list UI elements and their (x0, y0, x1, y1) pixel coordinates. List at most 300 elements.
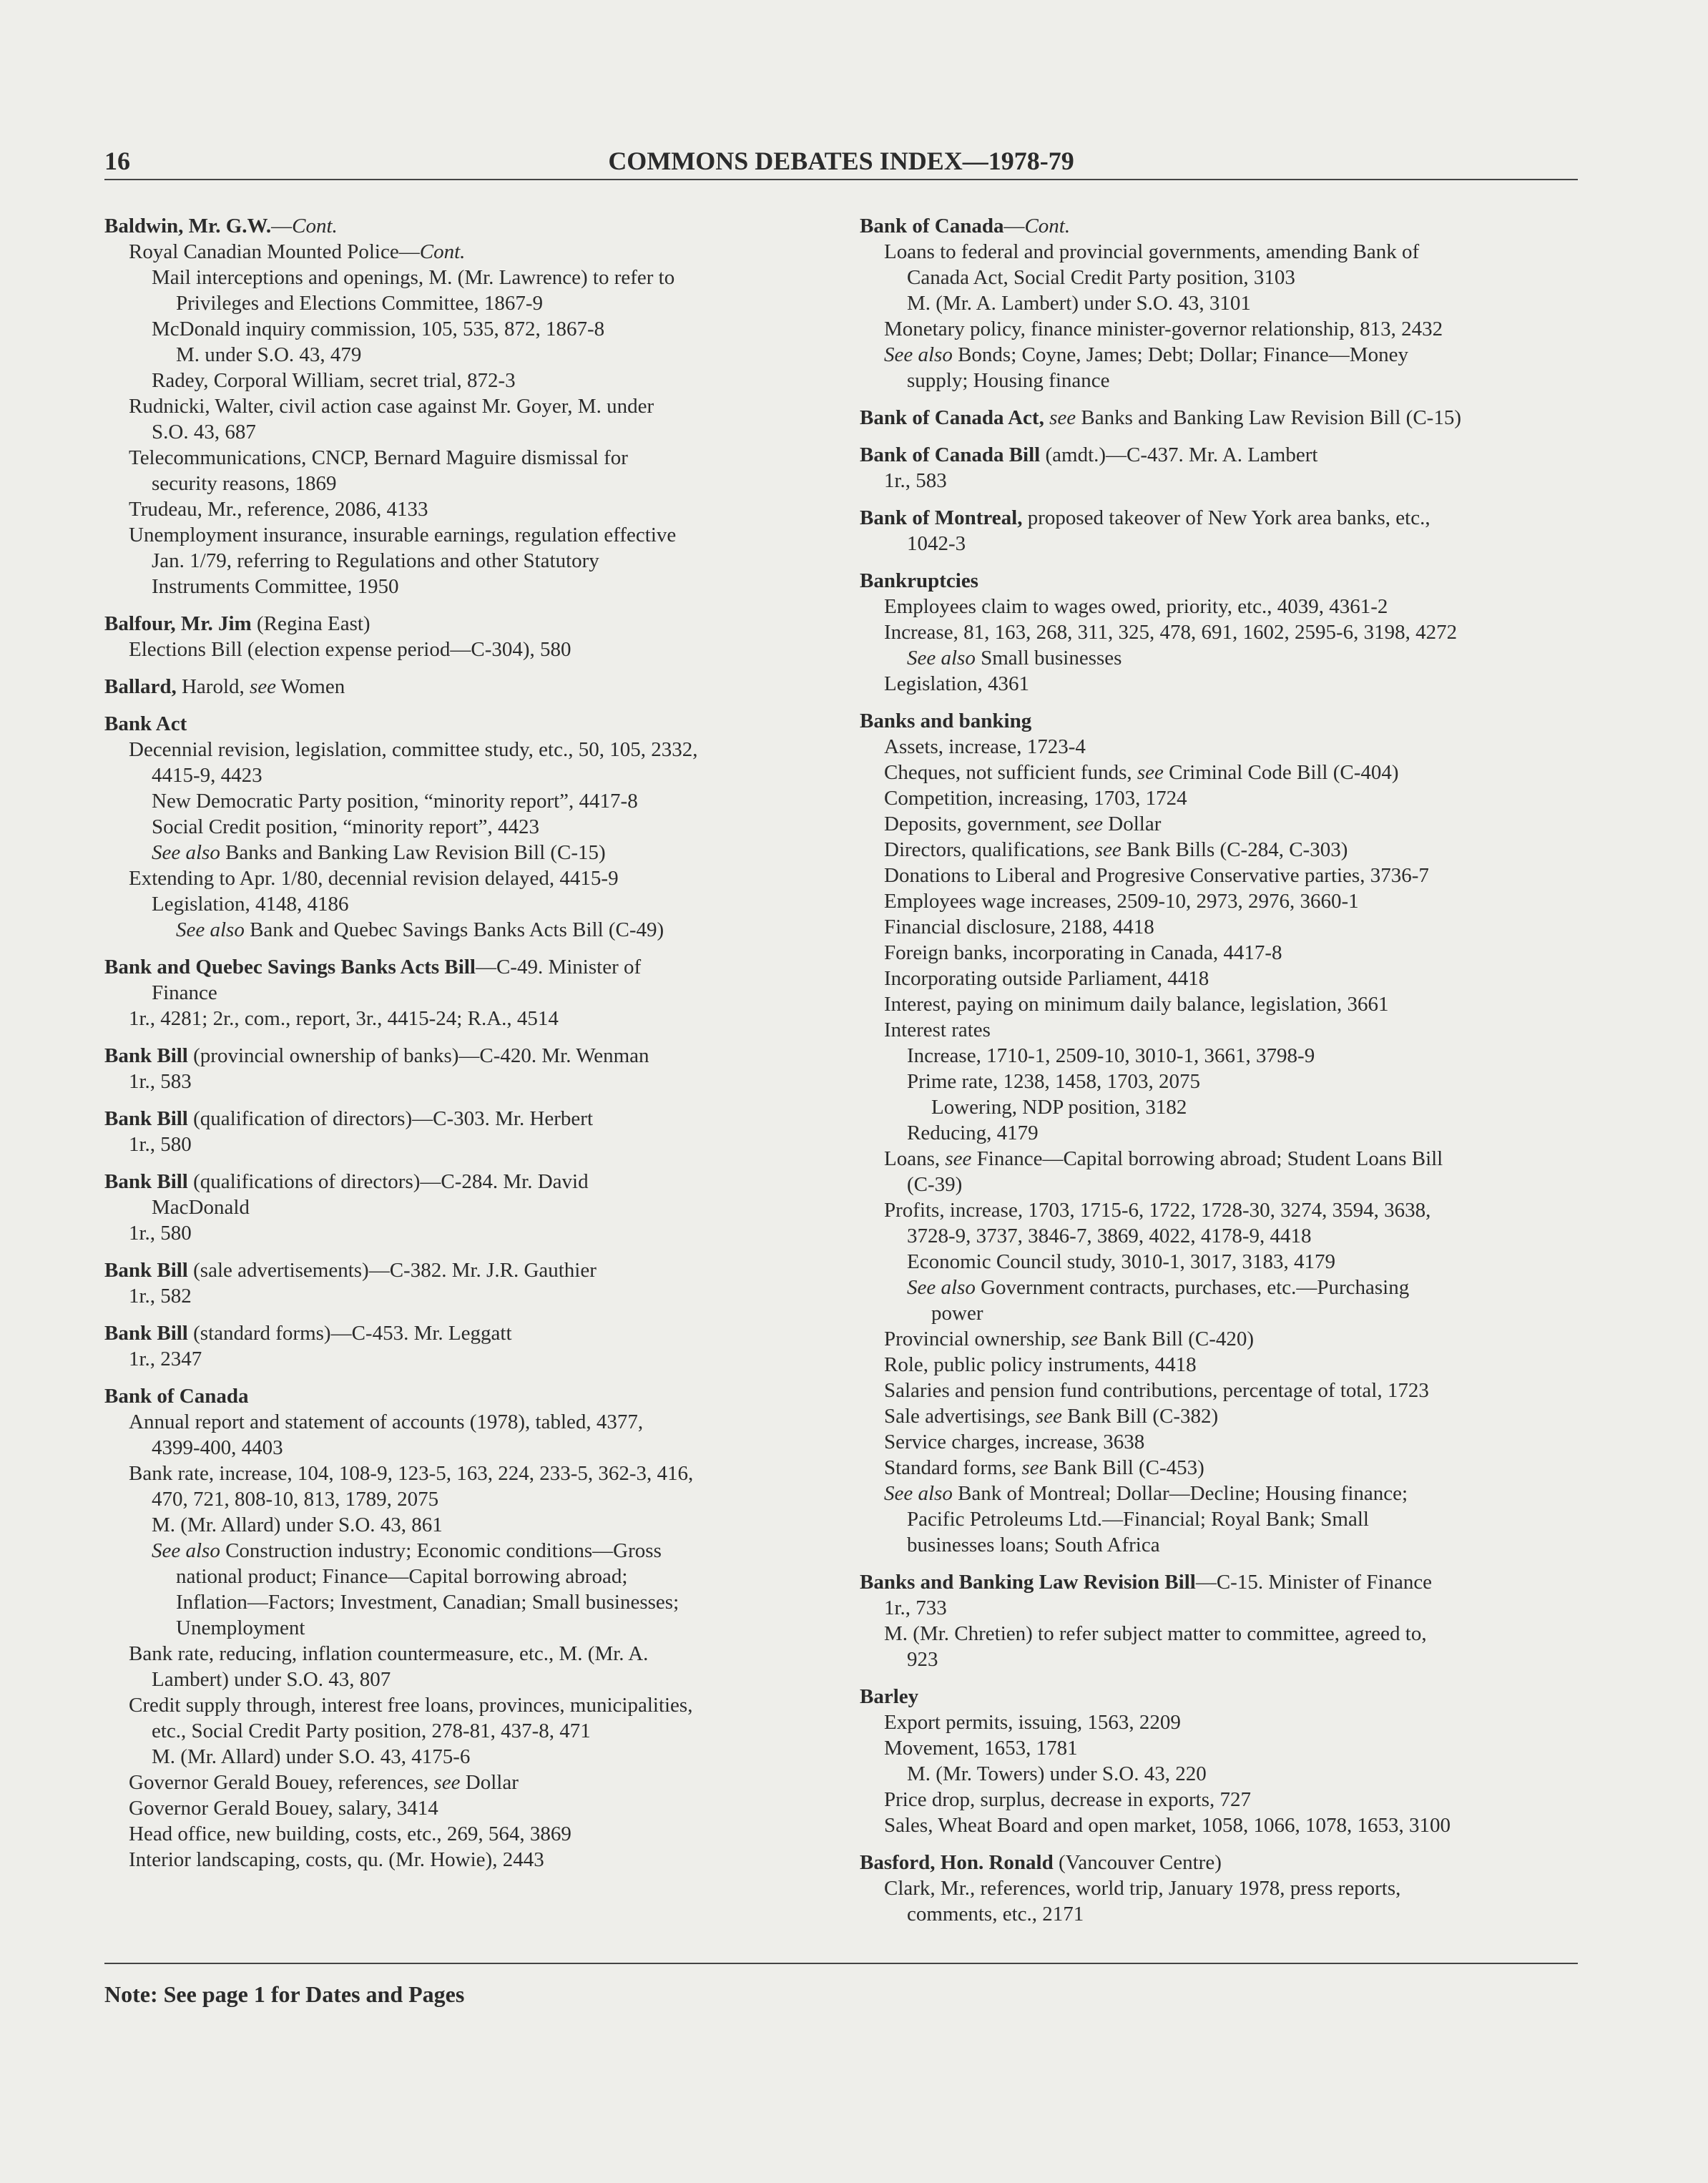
entry-text: 4415-9, 4423 (152, 764, 262, 787)
entry-text: power (931, 1302, 983, 1325)
entry-subline (860, 811, 1568, 837)
entry-subline (860, 1812, 1568, 1838)
entry-text: Bonds; Coyne, James; Debt; Dollar; Finance—Money (952, 343, 1408, 366)
entry-subline (860, 1595, 1568, 1621)
italic-ref: see (1137, 761, 1164, 784)
entry-text: (Vancouver Centre) (1053, 1851, 1222, 1874)
entry-subline (860, 1481, 1568, 1506)
entry-text: Deposits, government, (884, 813, 1077, 835)
entry-text: Cheques, not sufficient funds, (884, 761, 1137, 784)
entry-text: Bank Bill (C-382) (1061, 1405, 1219, 1428)
entry-subline (860, 1223, 1568, 1249)
page-number: 16 (104, 147, 130, 175)
italic-ref: Cont. (1024, 215, 1071, 237)
entry-subline (860, 888, 1568, 914)
entry-subline (104, 1718, 813, 1744)
italic-ref: see (1049, 406, 1076, 429)
entry-text: Foreign banks, incorporating in Canada, 4417-8 (884, 941, 1282, 964)
entry-text: 1r., 4281; 2r., com., report, 3r., 4415-24; R.A., 4514 (129, 1007, 559, 1030)
entry-subline (104, 1847, 813, 1873)
entry-text: Extending to Apr. 1/80, decennial revision delayed, 4415-9 (129, 867, 619, 890)
entry-subline (860, 1069, 1568, 1094)
entry-text: Directors, qualifications, (884, 838, 1095, 861)
index-entry (104, 1169, 813, 1246)
entry-subline (104, 1220, 813, 1246)
entry-subline (860, 1901, 1568, 1927)
entry-text: Provincial ownership, (884, 1328, 1071, 1350)
entry-text: —C-15. Minister of Finance (1195, 1571, 1433, 1594)
index-entry (860, 568, 1568, 697)
entry-text: 1r., 583 (884, 469, 947, 492)
entry-heading (860, 213, 1568, 239)
entry-subline (860, 645, 1568, 671)
italic-ref: See also (176, 918, 245, 941)
entry-heading (104, 213, 813, 239)
entry-subline (104, 316, 813, 342)
entry-subline (860, 1275, 1568, 1300)
italic-ref: See also (152, 1539, 220, 1562)
entry-text: (C-39) (907, 1173, 963, 1196)
entry-text: Prime rate, 1238, 1458, 1703, 2075 (907, 1070, 1200, 1093)
heading-term: Banks and banking (860, 710, 1032, 732)
index-entry (860, 442, 1568, 494)
italic-ref: Cont. (292, 215, 338, 237)
entry-text: 1r., 583 (129, 1070, 192, 1093)
entry-text: supply; Housing finance (907, 369, 1110, 392)
entry-text: Banks and Banking Law Revision Bill (C-15) (220, 841, 606, 864)
entry-text: Role, public policy instruments, 4418 (884, 1353, 1197, 1376)
entry-text: S.O. 43, 687 (152, 421, 256, 443)
entry-text: Bank of Montreal; Dollar—Decline; Housing finance; (952, 1482, 1408, 1505)
entry-text: Reducing, 4179 (907, 1122, 1039, 1144)
entry-subline (104, 1564, 813, 1589)
entry-text: Assets, increase, 1723-4 (884, 735, 1086, 758)
entry-heading (104, 1257, 813, 1283)
entry-subline (860, 468, 1568, 494)
entry-subline (860, 1506, 1568, 1532)
entry-text: Credit supply through, interest free loans, provinces, municipalities, (129, 1694, 693, 1717)
entry-heading (860, 405, 1568, 431)
entry-text: Head office, new building, costs, etc., 269, 564, 3869 (129, 1823, 571, 1845)
entry-text: Increase, 1710-1, 2509-10, 3010-1, 3661, 3798-9 (907, 1044, 1315, 1067)
entry-subline (104, 419, 813, 445)
entry-text: Decennial revision, legislation, committee study, etc., 50, 105, 2332, (129, 738, 698, 761)
entry-text: Employees wage increases, 2509-10, 2973, 2976, 3660-1 (884, 890, 1359, 913)
entry-heading (104, 1320, 813, 1346)
entry-text: M. (Mr. Allard) under S.O. 43, 861 (152, 1514, 443, 1536)
entry-heading (860, 1569, 1568, 1595)
entry-text: Canada Act, Social Credit Party position, 3103 (907, 266, 1295, 289)
page-header (104, 143, 1578, 179)
entry-text: Finance—Capital borrowing abroad; Student Loans Bill (971, 1147, 1443, 1170)
heading-term: Bank Bill (104, 1107, 188, 1130)
entry-subline (104, 574, 813, 599)
entry-subline (860, 594, 1568, 619)
entry-text: Construction industry; Economic conditions—Gross (220, 1539, 662, 1562)
entry-subline (104, 1589, 813, 1615)
entry-text: Privileges and Elections Committee, 1867-9 (176, 292, 544, 315)
entry-text: Elections Bill (election expense period—C-304), 580 (129, 638, 571, 661)
entry-heading (860, 505, 1568, 531)
heading-term: Baldwin, Mr. G.W. (104, 215, 272, 237)
italic-ref: See also (884, 343, 953, 366)
heading-term: Bank Act (104, 712, 187, 735)
entry-text: 1r., 2347 (129, 1348, 202, 1370)
entry-subline (104, 865, 813, 891)
entry-text: Lowering, NDP position, 3182 (931, 1096, 1187, 1119)
index-entry (104, 1043, 813, 1094)
entry-subline (860, 1455, 1568, 1481)
entry-subline (104, 1538, 813, 1564)
index-entry (860, 213, 1568, 393)
entry-subline (104, 1132, 813, 1157)
entry-subline (860, 1017, 1568, 1043)
entry-subline (860, 734, 1568, 760)
entry-subline (860, 671, 1568, 697)
entry-subline (104, 239, 813, 265)
italic-ref: see (1021, 1456, 1049, 1479)
entry-text: Service charges, increase, 3638 (884, 1431, 1145, 1453)
entry-text: (standard forms)—C-453. Mr. Leggatt (187, 1322, 512, 1345)
entry-text: — (271, 215, 293, 237)
entry-subline (860, 1197, 1568, 1223)
index-entry (860, 1850, 1568, 1927)
index-column-left (104, 213, 813, 1884)
entry-text: M. (Mr. A. Lambert) under S.O. 43, 3101 (907, 292, 1251, 315)
entry-subline (104, 445, 813, 471)
entry-text: —C-49. Minister of (475, 956, 642, 978)
entry-subline (860, 1146, 1568, 1172)
entry-text: M. (Mr. Allard) under S.O. 43, 4175-6 (152, 1745, 471, 1768)
entry-subline (104, 1435, 813, 1461)
entry-text: Sales, Wheat Board and open market, 1058, 1066, 1078, 1653, 3100 (884, 1814, 1451, 1837)
entry-subline (104, 1692, 813, 1718)
heading-term: Bank Bill (104, 1259, 188, 1282)
index-entry (860, 405, 1568, 431)
entry-text: Unemployment (176, 1617, 305, 1639)
entry-text: Mail interceptions and openings, M. (Mr. Lawrence) to refer to (152, 266, 675, 289)
entry-text: national product; Finance—Capital borrowing abroad; (176, 1565, 628, 1588)
entry-subline (104, 1795, 813, 1821)
entry-text: (Regina East) (251, 612, 370, 635)
italic-ref: see (1076, 813, 1104, 835)
entry-subline (104, 368, 813, 393)
entry-text: Inflation—Factors; Investment, Canadian; Small businesses; (176, 1591, 679, 1614)
entry-text: Criminal Code Bill (C-404) (1163, 761, 1399, 784)
entry-text: Profits, increase, 1703, 1715-6, 1722, 1728-30, 3274, 3594, 3638, (884, 1199, 1431, 1222)
entry-subline (104, 788, 813, 814)
entry-text: Legislation, 4148, 4186 (152, 893, 349, 916)
entry-text: businesses loans; South Africa (907, 1534, 1160, 1556)
entry-text: Employees claim to wages owed, priority, etc., 4039, 4361-2 (884, 595, 1388, 618)
entry-text: Price drop, surplus, decrease in exports, 727 (884, 1788, 1252, 1811)
entry-subline (860, 1875, 1568, 1901)
index-entry (104, 1257, 813, 1309)
entry-heading (860, 708, 1568, 734)
entry-subline (104, 548, 813, 574)
entry-subline (860, 531, 1568, 556)
italic-ref: see (945, 1147, 972, 1170)
entry-subline (104, 814, 813, 840)
entry-subline (104, 1667, 813, 1692)
entry-subline (104, 1512, 813, 1538)
entry-text: Economic Council study, 3010-1, 3017, 3183, 4179 (907, 1250, 1336, 1273)
entry-subline (860, 1120, 1568, 1146)
entry-subline (104, 1744, 813, 1770)
index-entry (104, 611, 813, 662)
entry-text: Governor Gerald Bouey, references, (129, 1771, 434, 1794)
italic-ref: see (433, 1771, 461, 1794)
entry-subline (104, 1770, 813, 1795)
entry-subline (860, 342, 1568, 368)
entry-subline (104, 1615, 813, 1641)
entry-subline (104, 471, 813, 496)
entry-text: Interior landscaping, costs, qu. (Mr. Howie), 2443 (129, 1848, 544, 1871)
heading-term: Balfour, Mr. Jim (104, 612, 252, 635)
entry-text: Loans to federal and provincial governments, amending Bank of (884, 240, 1420, 263)
entry-subline (104, 522, 813, 548)
footer-rule (104, 1963, 1578, 1964)
entry-subline (104, 1006, 813, 1031)
entry-heading (860, 1684, 1568, 1709)
entry-text: Bank and Quebec Savings Banks Acts Bill (C-49) (244, 918, 664, 941)
entry-subline (104, 1194, 813, 1220)
entry-text: Donations to Liberal and Progresive Conservative parties, 3736-7 (884, 864, 1429, 887)
entry-subline (104, 980, 813, 1006)
heading-term: Bank of Canada Bill (860, 443, 1041, 466)
entry-subline (104, 393, 813, 419)
entry-subline (860, 1172, 1568, 1197)
entry-subline (104, 342, 813, 368)
index-entry (860, 708, 1568, 1558)
entry-text: 1042-3 (907, 532, 966, 555)
heading-term: Barley (860, 1685, 919, 1708)
entry-heading (104, 1383, 813, 1409)
entry-subline (860, 239, 1568, 265)
entry-heading (104, 1043, 813, 1069)
entry-subline (104, 1409, 813, 1435)
entry-text: M. under S.O. 43, 479 (176, 343, 362, 366)
entry-text: Bank rate, increase, 104, 108-9, 123-5, 163, 224, 233-5, 362-3, 416, (129, 1462, 694, 1485)
entry-text: (amdt.)—C-437. Mr. A. Lambert (1040, 443, 1318, 466)
entry-text: Financial disclosure, 2188, 4418 (884, 916, 1154, 938)
entry-subline (104, 1461, 813, 1486)
footer-note: Note: See page 1 for Dates and Pages (104, 1981, 465, 2007)
entry-subline (860, 619, 1568, 645)
heading-term: Ballard, (104, 675, 177, 698)
entry-text: security reasons, 1869 (152, 472, 337, 495)
index-entry (104, 954, 813, 1031)
entry-text: proposed takeover of New York area banks, etc., (1022, 506, 1430, 529)
entry-text: (sale advertisements)—C-382. Mr. J.R. Gauthier (187, 1259, 597, 1282)
heading-term: Banks and Banking Law Revision Bill (860, 1571, 1196, 1594)
entry-subline (104, 762, 813, 788)
entry-subline (104, 917, 813, 943)
italic-ref: Cont. (419, 240, 466, 263)
entry-text: comments, etc., 2171 (907, 1903, 1084, 1926)
entry-text: Export permits, issuing, 1563, 2209 (884, 1711, 1181, 1734)
italic-ref: see (1094, 838, 1122, 861)
entry-text: (provincial ownership of banks)—C-420. Mr. Wenman (187, 1044, 649, 1067)
entry-subline (104, 637, 813, 662)
entry-text: M. (Mr. Towers) under S.O. 43, 220 (907, 1762, 1207, 1785)
entry-heading (860, 568, 1568, 594)
entry-text: — (1003, 215, 1025, 237)
italic-ref: See also (152, 841, 220, 864)
index-entry (104, 213, 813, 599)
entry-text: Competition, increasing, 1703, 1724 (884, 787, 1187, 810)
entry-text: 923 (907, 1648, 938, 1671)
entry-subline (104, 891, 813, 917)
entry-subline (860, 316, 1568, 342)
index-entry (104, 1383, 813, 1873)
entry-text: Salaries and pension fund contributions, percentage of total, 1723 (884, 1379, 1429, 1402)
entry-subline (860, 1300, 1568, 1326)
entry-subline (860, 1378, 1568, 1403)
header-rule (104, 179, 1578, 180)
entry-text: Unemployment insurance, insurable earnings, regulation effective (129, 524, 677, 546)
entry-text: Lambert) under S.O. 43, 807 (152, 1668, 391, 1691)
entry-heading (104, 1106, 813, 1132)
index-entry (104, 674, 813, 700)
italic-ref: See also (884, 1482, 953, 1505)
entry-subline (860, 966, 1568, 991)
entry-text: Instruments Committee, 1950 (152, 575, 399, 598)
entry-subline (104, 1486, 813, 1512)
heading-term: Bank Bill (104, 1322, 188, 1345)
entry-subline (860, 914, 1568, 940)
heading-term: Bank and Quebec Savings Banks Acts Bill (104, 956, 476, 978)
entry-text: Rudnicki, Walter, civil action case against Mr. Goyer, M. under (129, 395, 654, 418)
entry-subline (860, 1429, 1568, 1455)
entry-text: Loans, (884, 1147, 946, 1170)
entry-text: McDonald inquiry commission, 105, 535, 872, 1867-8 (152, 318, 605, 340)
entry-subline (860, 1735, 1568, 1761)
entry-text: Bank Bill (C-420) (1097, 1328, 1255, 1350)
entry-subline (860, 290, 1568, 316)
entry-text: Dollar (1103, 813, 1162, 835)
entry-text: Finance (152, 981, 217, 1004)
entry-text: 1r., 582 (129, 1285, 192, 1308)
entry-text: Dollar (460, 1771, 519, 1794)
entry-subline (104, 1641, 813, 1667)
index-entry (860, 1684, 1568, 1838)
entry-heading (104, 611, 813, 637)
index-column-right (860, 213, 1568, 1938)
italic-ref: See also (907, 647, 976, 669)
entry-subline (104, 290, 813, 316)
entry-subline (104, 1346, 813, 1372)
entry-subline (860, 1352, 1568, 1378)
entry-subline (860, 1621, 1568, 1647)
index-entry (104, 1320, 813, 1372)
entry-subline (860, 1709, 1568, 1735)
entry-subline (104, 737, 813, 762)
index-entry (860, 505, 1568, 556)
entry-heading (104, 954, 813, 980)
entry-text: Bank Bill (C-453) (1048, 1456, 1204, 1479)
entry-subline (104, 1821, 813, 1847)
entry-text: etc., Social Credit Party position, 278-81, 437-8, 471 (152, 1720, 591, 1742)
entry-subline (860, 785, 1568, 811)
entry-text: Clark, Mr., references, world trip, January 1978, press reports, (884, 1877, 1401, 1900)
entry-text: Sale advertisings, (884, 1405, 1036, 1428)
entry-text: (qualification of directors)—C-303. Mr. Herbert (187, 1107, 594, 1130)
entry-subline (860, 1249, 1568, 1275)
entry-text: Incorporating outside Parliament, 4418 (884, 967, 1209, 990)
entry-heading (104, 674, 813, 700)
italic-ref: See also (907, 1276, 976, 1299)
entry-subline (860, 368, 1568, 393)
entry-heading (104, 711, 813, 737)
entry-subline (860, 265, 1568, 290)
index-entry (104, 1106, 813, 1157)
entry-heading (860, 442, 1568, 468)
entry-subline (104, 840, 813, 865)
entry-subline (860, 1094, 1568, 1120)
entry-text: Trudeau, Mr., reference, 2086, 4133 (129, 498, 428, 521)
entry-subline (104, 1069, 813, 1094)
entry-text: (qualifications of directors)—C-284. Mr. David (187, 1170, 589, 1193)
heading-term: Bank Bill (104, 1044, 188, 1067)
index-entry (104, 711, 813, 943)
entry-text: Banks and Banking Law Revision Bill (C-15) (1076, 406, 1461, 429)
italic-ref: see (1071, 1328, 1098, 1350)
entry-subline (860, 1532, 1568, 1558)
entry-subline (860, 1326, 1568, 1352)
entry-text: Standard forms, (884, 1456, 1022, 1479)
entry-subline (104, 1283, 813, 1309)
entry-subline (860, 940, 1568, 966)
entry-text: 1r., 733 (884, 1596, 947, 1619)
entry-text: Royal Canadian Mounted Police— (129, 240, 420, 263)
entry-text: 1r., 580 (129, 1133, 192, 1156)
entry-text: New Democratic Party position, “minority report”, 4417-8 (152, 790, 638, 813)
entry-text: Monetary policy, finance minister-governor relationship, 813, 2432 (884, 318, 1443, 340)
entry-text: Radey, Corporal William, secret trial, 872-3 (152, 369, 516, 392)
heading-term: Bankruptcies (860, 569, 978, 592)
entry-text (1044, 406, 1049, 429)
entry-text: Legislation, 4361 (884, 672, 1029, 695)
entry-text: M. (Mr. Chretien) to refer subject matter to committee, agreed to, (884, 1622, 1427, 1645)
entry-text: 1r., 580 (129, 1222, 192, 1245)
entry-text: Increase, 81, 163, 268, 311, 325, 478, 691, 1602, 2595-6, 3198, 4272 (884, 621, 1458, 644)
entry-subline (104, 496, 813, 522)
entry-text: Small businesses (975, 647, 1122, 669)
entry-heading (104, 1169, 813, 1194)
entry-text: 470, 721, 808-10, 813, 1789, 2075 (152, 1488, 439, 1511)
italic-ref: see (1035, 1405, 1062, 1428)
running-title: COMMONS DEBATES INDEX—1978-79 (608, 147, 1074, 175)
heading-term: Bank of Canada (104, 1385, 249, 1408)
entry-text: MacDonald (152, 1196, 250, 1219)
italic-ref: see (250, 675, 277, 698)
heading-term: Bank of Canada Act, (860, 406, 1044, 429)
entry-subline (860, 760, 1568, 785)
entry-subline (104, 265, 813, 290)
entry-text: Bank rate, reducing, inflation countermeasure, etc., M. (Mr. A. (129, 1642, 649, 1665)
entry-text: 4399-400, 4403 (152, 1436, 283, 1459)
entry-text: Interest, paying on minimum daily balance, legislation, 3661 (884, 993, 1389, 1016)
entry-text: Annual report and statement of accounts (1978), tabled, 4377, (129, 1411, 644, 1433)
entry-text: Government contracts, purchases, etc.—Purchasing (975, 1276, 1410, 1299)
entry-subline (860, 1647, 1568, 1672)
heading-term: Basford, Hon. Ronald (860, 1851, 1054, 1874)
entry-text: Women (276, 675, 345, 698)
entry-text: Governor Gerald Bouey, salary, 3414 (129, 1797, 438, 1820)
entry-subline (860, 991, 1568, 1017)
entry-text: Jan. 1/79, referring to Regulations and other Statutory (152, 549, 599, 572)
